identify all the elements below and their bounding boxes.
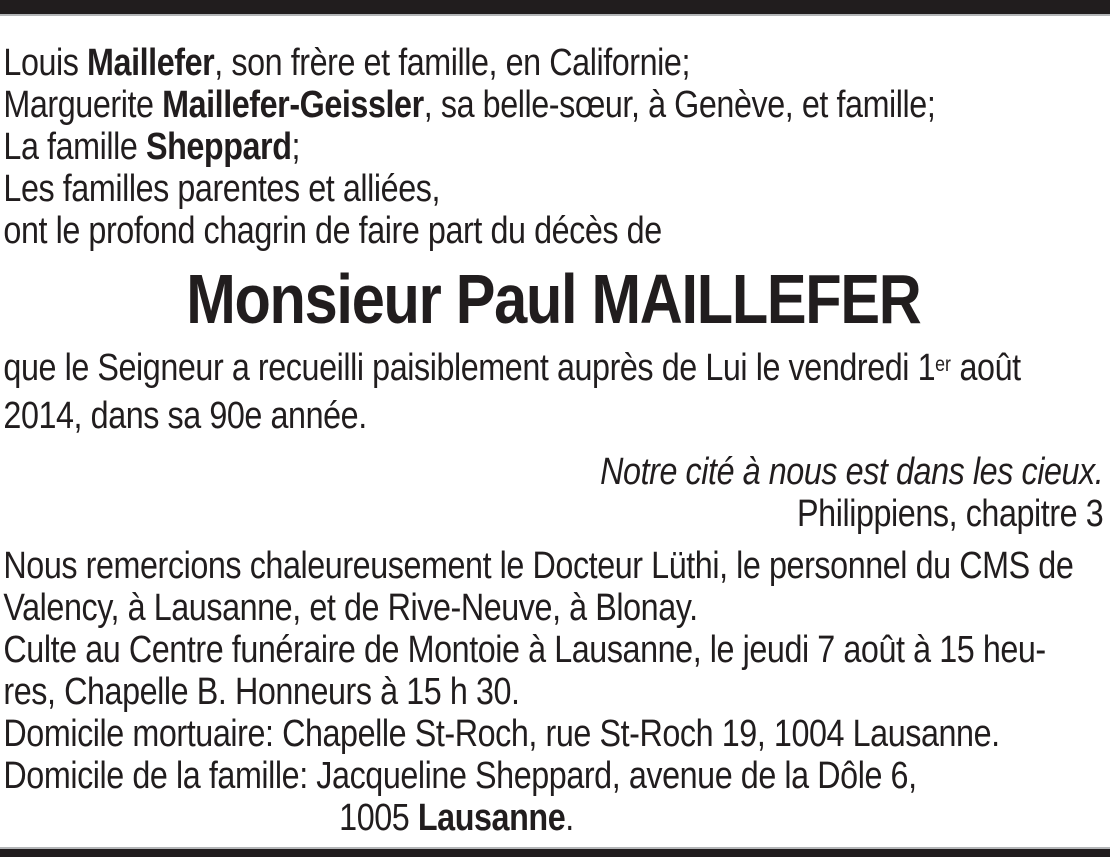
city-name: Lausanne bbox=[417, 797, 566, 839]
ordinal-superscript: er bbox=[935, 352, 951, 376]
mourner-text: , son frère et famille, en Californie; bbox=[214, 42, 691, 84]
family-name: Maillefer bbox=[87, 42, 215, 84]
family-name: Maillefer-Geissler bbox=[162, 84, 424, 126]
service-line: res, Chapelle B. Honneurs à 15 h 30. bbox=[3, 671, 520, 713]
deceased-name-title: Monsieur Paul MAILLEFER bbox=[186, 260, 921, 338]
mortuary-address-line: Domicile mortuaire: Chapelle St-Roch, rue St-Roch 19, 1004 Lausanne. bbox=[3, 713, 1000, 755]
mourners-list bbox=[3, 42, 1103, 252]
death-notice-body bbox=[0, 16, 1110, 839]
scripture-quote: Notre cité à nous est dans les cieux. bbox=[600, 451, 1104, 493]
death-details-text: que le Seigneur a recueilli paisiblement auprès de Lui le vendredi 1 bbox=[3, 347, 936, 389]
service-line: Culte au Centre funéraire de Montoie à Lausanne, le jeudi 7 août à 15 heu- bbox=[3, 629, 1046, 671]
family-name: Sheppard bbox=[145, 126, 292, 168]
scripture-reference: Philippiens, chapitre 3 bbox=[797, 493, 1104, 535]
mourner-line bbox=[3, 84, 1103, 126]
funeral-details-block bbox=[3, 545, 1103, 839]
mourner-text: Marguerite bbox=[3, 84, 163, 126]
mourner-line: Les familles parentes et alliées, bbox=[3, 168, 441, 210]
mourner-text: Louis bbox=[3, 42, 88, 84]
mourner-line bbox=[3, 126, 1103, 168]
family-address-city-line bbox=[3, 797, 1103, 839]
postal-code: 1005 bbox=[339, 797, 418, 839]
death-details-line: 2014, dans sa 90e année. bbox=[3, 395, 367, 437]
death-details-line bbox=[3, 347, 1103, 395]
thanks-line: Nous remercions chaleureusement le Docteur Lüthi, le personnel du CMS de bbox=[3, 545, 1074, 587]
mourner-text: , sa belle-sœur, à Genève, et famille; bbox=[423, 84, 936, 126]
bottom-black-bar bbox=[0, 849, 1110, 857]
thanks-line: Valency, à Lausanne, et de Rive-Neuve, à Blonay. bbox=[3, 587, 698, 629]
mourner-line bbox=[3, 42, 1103, 84]
announcement-line: ont le profond chagrin de faire part du décès de bbox=[3, 210, 662, 252]
scripture-block bbox=[3, 451, 1103, 535]
death-details-paragraph bbox=[3, 347, 1103, 437]
mourner-text: La famille bbox=[3, 126, 146, 168]
top-black-bar bbox=[0, 0, 1110, 14]
death-details-text: août bbox=[950, 347, 1021, 389]
mourner-text: ; bbox=[291, 126, 301, 168]
family-address-line: Domicile de la famille: Jacqueline Sheppard, avenue de la Dôle 6, bbox=[3, 755, 917, 797]
closing-punctuation: . bbox=[565, 797, 574, 839]
